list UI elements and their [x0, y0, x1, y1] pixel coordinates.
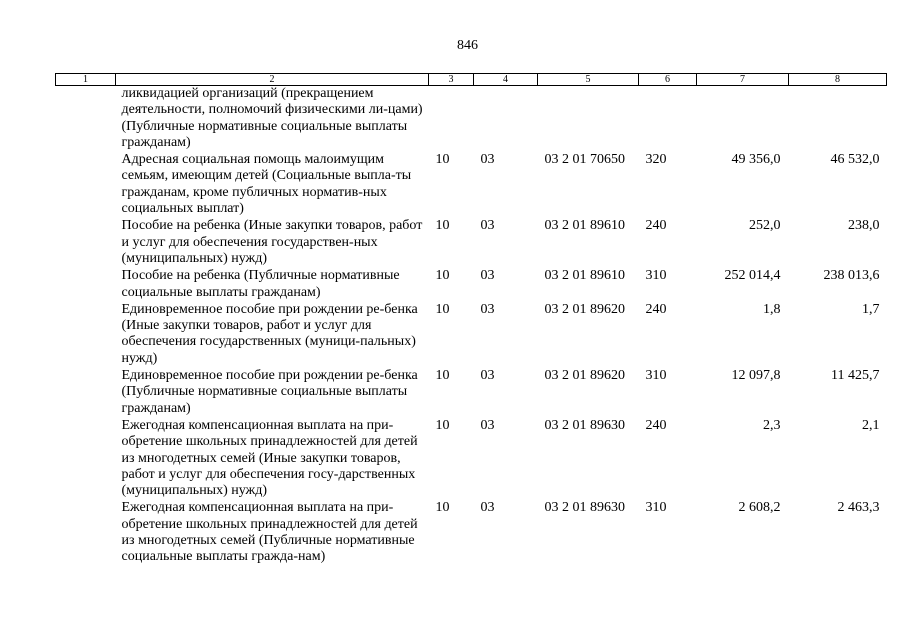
row-number-cell: [56, 418, 116, 500]
target-article-code: 03 2 01 89630: [544, 417, 625, 433]
table-row: [56, 218, 887, 268]
amount-col-7: 1,8: [763, 301, 781, 317]
target-article-code: 03 2 01 89630: [544, 500, 625, 516]
row-number-cell: [56, 218, 116, 268]
section-code: 10: [435, 268, 450, 284]
header-row: [56, 74, 887, 86]
amount-col-8: 238,0: [848, 218, 880, 234]
table-row: [56, 302, 887, 368]
section-code: [429, 86, 474, 153]
header-col-3: 3: [429, 74, 474, 86]
expense-type-code: 240: [645, 218, 667, 234]
table-row: [56, 368, 887, 418]
amount-col-8: 238 013,6: [823, 268, 880, 284]
amount-col-7: 2 608,2: [738, 500, 781, 516]
header-col-6: 6: [639, 74, 697, 86]
subsection-code: 03: [480, 218, 495, 234]
expense-type-code: 310: [645, 268, 667, 284]
expense-type-code: 240: [645, 417, 667, 433]
header-col-2: 2: [116, 74, 429, 86]
amount-col-7: 252 014,4: [724, 268, 781, 284]
item-name: Ежегодная компенсационная выплата на при-обретение школьных принадлежностей для детей из многодетных семей (Иные закупки товаров, работ и услуг для обеспечения госу-дарственных (муниципальных) нужд): [121, 417, 418, 499]
row-number-cell: [56, 152, 116, 218]
target-article-code: [538, 86, 639, 153]
item-name: Единовременное пособие при рождении ре-бенка (Публичные нормативные социальные выплаты гражданам): [121, 368, 418, 416]
expense-type-code: 320: [645, 152, 667, 168]
amount-col-7: 49 356,0: [731, 152, 781, 168]
item-name: Единовременное пособие при рождении ре-бенка (Иные закупки товаров, работ и услуг для обеспечения государственных (муници-пальных) нужд): [121, 301, 418, 366]
section-code: 10: [435, 218, 450, 234]
row-number-cell: [56, 268, 116, 302]
header-col-5: 5: [538, 74, 639, 86]
expense-type-code: [639, 86, 697, 153]
table-header: [56, 74, 887, 86]
subsection-code: 03: [480, 500, 495, 516]
expense-type-code: 310: [645, 368, 667, 384]
target-article-code: 03 2 01 89610: [544, 218, 625, 234]
section-code: 10: [435, 500, 450, 516]
item-name: Ежегодная компенсационная выплата на при-обретение школьных принадлежностей для детей из многодетных семей (Публичные нормативные социальные выплаты гражда-нам): [121, 500, 418, 565]
row-number-cell: [56, 302, 116, 368]
amount-col-7: 252,0: [749, 218, 781, 234]
amount-col-8: [789, 86, 887, 153]
amount-col-8: 2 463,3: [837, 500, 880, 516]
item-name: Пособие на ребенка (Иные закупки товаров, работ и услуг для обеспечения государствен-ных (муниципальных) нужд): [121, 218, 423, 266]
target-article-code: 03 2 01 89610: [544, 268, 625, 284]
header-col-4: 4: [474, 74, 538, 86]
amount-col-8: 46 532,0: [830, 152, 880, 168]
item-name: Адресная социальная помощь малоимущим семьям, имеющим детей (Социальные выпла-ты гражданам, кроме публичных норматив-ных социальных выплат): [121, 152, 412, 217]
table-row: [56, 152, 887, 218]
row-number-cell: [56, 500, 116, 566]
section-code: 10: [435, 368, 450, 384]
section-code: 10: [435, 152, 450, 168]
subsection-code: 03: [480, 152, 495, 168]
table-row: [56, 500, 887, 566]
section-code: 10: [435, 301, 450, 317]
amount-col-8: 11 425,7: [831, 368, 880, 384]
table-row: [56, 268, 887, 302]
subsection-code: 03: [480, 417, 495, 433]
amount-col-8: 2,1: [862, 417, 880, 433]
target-article-code: 03 2 01 89620: [544, 368, 625, 384]
subsection-code: 03: [480, 268, 495, 284]
row-number-cell: [56, 86, 116, 153]
amount-col-7: 2,3: [763, 417, 781, 433]
item-name: ликвидацией организаций (прекращением деятельности, полномочий физическими ли-цами) (Публичные нормативные социальные выплаты гражданам): [121, 86, 423, 150]
page-number: 846: [457, 38, 478, 53]
subsection-code: 03: [480, 368, 495, 384]
amount-col-7: 12 097,8: [731, 368, 781, 384]
subsection-code: [474, 86, 538, 153]
item-name: Пособие на ребенка (Публичные нормативные социальные выплаты гражданам): [121, 268, 400, 300]
section-code: 10: [435, 417, 450, 433]
header-col-8: 8: [789, 74, 887, 86]
target-article-code: 03 2 01 70650: [544, 152, 625, 168]
amount-col-7: [697, 86, 789, 153]
header-col-7: 7: [697, 74, 789, 86]
table-row: [56, 418, 887, 500]
expense-type-code: 310: [645, 500, 667, 516]
table-row: [56, 86, 887, 153]
row-number-cell: [56, 368, 116, 418]
subsection-code: 03: [480, 301, 495, 317]
amount-col-8: 1,7: [862, 301, 880, 317]
target-article-code: 03 2 01 89620: [544, 301, 625, 317]
budget-table: [55, 73, 887, 567]
header-col-1: 1: [56, 74, 116, 86]
table-body: [56, 86, 887, 567]
expense-type-code: 240: [645, 301, 667, 317]
